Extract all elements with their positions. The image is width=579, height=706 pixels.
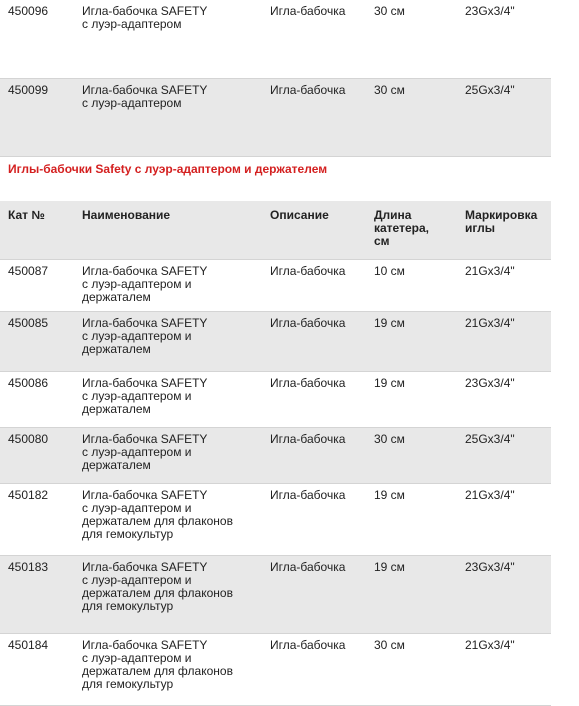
cat-number: 450087: [8, 264, 49, 278]
needle-marking: 21Gx3/4": [465, 638, 515, 652]
product-description: Игла-бабочка: [270, 264, 346, 278]
cat-number: 450099: [8, 83, 49, 97]
product-name: Игла-бабочка SAFETY с луэр-адаптером: [82, 83, 208, 110]
header-name: Наименование: [82, 208, 171, 222]
table-row: [0, 372, 551, 428]
product-description: Игла-бабочка: [270, 432, 346, 446]
catheter-length: 10 см: [374, 264, 405, 278]
table-row: [0, 79, 551, 157]
catheter-length: 30 см: [374, 638, 405, 652]
product-description: Игла-бабочка: [270, 376, 346, 390]
product-name: Игла-бабочка SAFETY с луэр-адаптером и держаталем для флаконов для гемокультур: [82, 560, 233, 613]
table-row: [0, 634, 551, 706]
needle-marking: 23Gx3/4": [465, 376, 515, 390]
cat-number: 450080: [8, 432, 49, 446]
cat-number: 450183: [8, 560, 49, 574]
product-description: Игла-бабочка: [270, 83, 346, 97]
table-row: [0, 428, 551, 484]
section-title: Иглы-бабочки Safety с луэр-адаптером и держателем: [8, 162, 328, 176]
header-length: Длина катетера, см: [374, 208, 429, 248]
product-name: Игла-бабочка SAFETY с луэр-адаптером: [82, 4, 208, 31]
table-header-row: [0, 201, 551, 260]
catheter-length: 30 см: [374, 4, 405, 18]
needle-marking: 21Gx3/4": [465, 264, 515, 278]
cat-number: 450086: [8, 376, 49, 390]
top-product-table: [0, 0, 551, 157]
catheter-length: 30 см: [374, 83, 405, 97]
product-name: Игла-бабочка SAFETY с луэр-адаптером и держаталем: [82, 376, 208, 416]
cat-number: 450085: [8, 316, 49, 330]
catheter-length: 30 см: [374, 432, 405, 446]
header-description: Описание: [270, 208, 329, 222]
product-name: Игла-бабочка SAFETY с луэр-адаптером и держаталем для флаконов для гемокультур: [82, 638, 233, 691]
catheter-length: 19 см: [374, 488, 405, 502]
product-description: Игла-бабочка: [270, 638, 346, 652]
product-name: Игла-бабочка SAFETY с луэр-адаптером и держаталем для флаконов для гемокультур: [82, 488, 233, 541]
catheter-length: 19 см: [374, 376, 405, 390]
cat-number: 450096: [8, 4, 49, 18]
product-name: Игла-бабочка SAFETY с луэр-адаптером и держаталем: [82, 264, 208, 304]
needle-marking: 23Gx3/4": [465, 560, 515, 574]
table-row: [0, 0, 551, 79]
table-row: [0, 556, 551, 634]
header-marking: Маркировка иглы: [465, 208, 538, 235]
cat-number: 450182: [8, 488, 49, 502]
product-name: Игла-бабочка SAFETY с луэр-адаптером и держаталем: [82, 432, 208, 472]
product-description: Игла-бабочка: [270, 316, 346, 330]
table-row: [0, 312, 551, 372]
product-name: Игла-бабочка SAFETY с луэр-адаптером и держаталем: [82, 316, 208, 356]
needle-marking: 21Gx3/4": [465, 316, 515, 330]
needle-marking: 25Gx3/4": [465, 432, 515, 446]
product-description: Игла-бабочка: [270, 560, 346, 574]
header-cat: Кат №: [8, 208, 45, 222]
needle-marking: 23Gx3/4": [465, 4, 515, 18]
product-table: [0, 201, 551, 706]
needle-marking: 21Gx3/4": [465, 488, 515, 502]
product-description: Игла-бабочка: [270, 4, 346, 18]
product-description: Игла-бабочка: [270, 488, 346, 502]
catheter-length: 19 см: [374, 316, 405, 330]
catheter-length: 19 см: [374, 560, 405, 574]
table-row: [0, 484, 551, 556]
table-row: [0, 260, 551, 312]
needle-marking: 25Gx3/4": [465, 83, 515, 97]
cat-number: 450184: [8, 638, 49, 652]
